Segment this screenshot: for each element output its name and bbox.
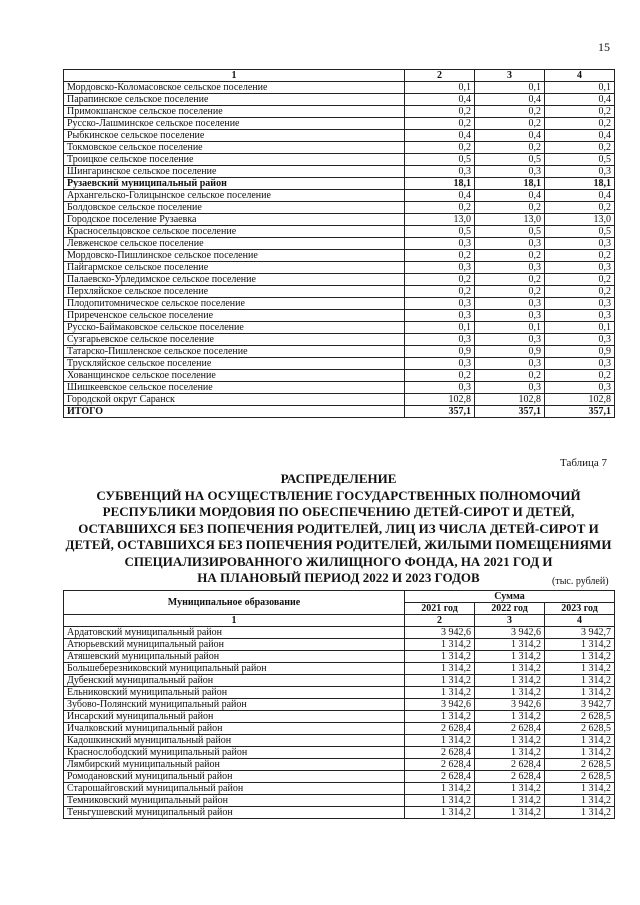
table-row xyxy=(64,322,615,334)
municipality-cell: Темниковский муниципальный район xyxy=(64,795,405,807)
table-row xyxy=(64,771,615,783)
municipality-cell: ИТОГО xyxy=(64,406,405,418)
municipality-cell: Татарско-Пишленское сельское поселение xyxy=(64,346,405,358)
municipality-cell: Троицкое сельское поселение xyxy=(64,154,405,166)
value-cell: 1 314,2 xyxy=(405,651,475,663)
title-line: РАСПРЕДЕЛЕНИЕ xyxy=(280,471,397,486)
value-cell: 0,3 xyxy=(475,262,545,274)
units-note: (тыс. рублей) xyxy=(552,576,609,587)
value-cell: 2 628,4 xyxy=(405,771,475,783)
municipality-cell: Городское поселение Рузаевка xyxy=(64,214,405,226)
table-row xyxy=(64,687,615,699)
table-row xyxy=(64,358,615,370)
value-cell: 13,0 xyxy=(475,214,545,226)
value-cell: 0,3 xyxy=(545,238,615,250)
value-cell: 1 314,2 xyxy=(405,807,475,819)
value-cell: 0,2 xyxy=(475,286,545,298)
municipality-cell: Ардатовский муниципальный район xyxy=(64,627,405,639)
value-cell: 1 314,2 xyxy=(405,711,475,723)
document-title xyxy=(63,471,614,587)
table-row xyxy=(64,747,615,759)
value-cell: 1 314,2 xyxy=(475,735,545,747)
table-row xyxy=(64,250,615,262)
value-cell: 0,3 xyxy=(475,382,545,394)
value-cell: 0,2 xyxy=(405,142,475,154)
value-cell: 1 314,2 xyxy=(475,687,545,699)
value-cell: 0,3 xyxy=(475,310,545,322)
value-cell: 0,3 xyxy=(475,298,545,310)
table-row xyxy=(64,178,615,190)
table-row xyxy=(64,238,615,250)
municipality-cell: Архангельско-Голицынское сельское поселение xyxy=(64,190,405,202)
table-row xyxy=(64,795,615,807)
municipality-cell: Болдовское сельское поселение xyxy=(64,202,405,214)
municipality-cell: Ромодановский муниципальный район xyxy=(64,771,405,783)
value-cell: 0,2 xyxy=(475,274,545,286)
municipality-cell: Токмовское сельское поселение xyxy=(64,142,405,154)
table-row xyxy=(64,286,615,298)
value-cell: 0,1 xyxy=(475,322,545,334)
value-cell: 0,4 xyxy=(405,190,475,202)
value-cell: 0,3 xyxy=(545,382,615,394)
municipality-header: Муниципальное образование xyxy=(64,591,405,615)
table-row xyxy=(64,202,615,214)
value-cell: 0,4 xyxy=(405,94,475,106)
value-cell: 357,1 xyxy=(545,406,615,418)
column-number-3: 3 xyxy=(475,615,545,627)
value-cell: 0,3 xyxy=(405,298,475,310)
table-row xyxy=(64,262,615,274)
value-cell: 1 314,2 xyxy=(545,651,615,663)
value-cell: 0,2 xyxy=(475,250,545,262)
value-cell: 0,3 xyxy=(405,238,475,250)
value-cell: 1 314,2 xyxy=(405,675,475,687)
table-row xyxy=(64,298,615,310)
column-number-4: 4 xyxy=(545,615,615,627)
column-number-1: 1 xyxy=(64,615,405,627)
value-cell: 0,1 xyxy=(405,322,475,334)
table-row xyxy=(64,346,615,358)
value-cell: 13,0 xyxy=(545,214,615,226)
value-cell: 0,2 xyxy=(405,370,475,382)
value-cell: 3 942,7 xyxy=(545,699,615,711)
value-cell: 0,3 xyxy=(545,166,615,178)
value-cell: 0,9 xyxy=(475,346,545,358)
value-cell: 0,2 xyxy=(405,106,475,118)
table-row xyxy=(64,334,615,346)
column-number-2: 2 xyxy=(405,70,475,82)
value-cell: 2 628,4 xyxy=(475,723,545,735)
table-row xyxy=(64,118,615,130)
table-row xyxy=(64,735,615,747)
municipality-cell: Рузаевский муниципальный район xyxy=(64,178,405,190)
value-cell: 0,3 xyxy=(475,166,545,178)
value-cell: 0,2 xyxy=(545,250,615,262)
municipality-cell: Дубенский муниципальный район xyxy=(64,675,405,687)
municipality-cell: Шишкеевское сельское поселение xyxy=(64,382,405,394)
municipality-cell: Парапинское сельское поселение xyxy=(64,94,405,106)
table-row xyxy=(64,370,615,382)
value-cell: 1 314,2 xyxy=(475,807,545,819)
value-cell: 0,3 xyxy=(405,334,475,346)
value-cell: 0,2 xyxy=(475,118,545,130)
municipality-cell: Сузгарьевское сельское поселение xyxy=(64,334,405,346)
value-cell: 1 314,2 xyxy=(545,663,615,675)
value-cell: 18,1 xyxy=(545,178,615,190)
municipality-cell: Городской округ Саранск xyxy=(64,394,405,406)
value-cell: 1 314,2 xyxy=(545,675,615,687)
title-line: ОСТАВШИХСЯ БЕЗ ПОПЕЧЕНИЯ РОДИТЕЛЕЙ, ЛИЦ ИЗ ЧИСЛА ДЕТЕЙ-СИРОТ И xyxy=(78,520,599,536)
value-cell: 0,2 xyxy=(475,106,545,118)
table-row xyxy=(64,406,615,418)
municipality-cell: Краснослободский муниципальный район xyxy=(64,747,405,759)
value-cell: 1 314,2 xyxy=(545,783,615,795)
value-cell: 2 628,5 xyxy=(545,771,615,783)
value-cell: 1 314,2 xyxy=(475,663,545,675)
value-cell: 1 314,2 xyxy=(545,795,615,807)
value-cell: 18,1 xyxy=(475,178,545,190)
value-cell: 2 628,4 xyxy=(405,747,475,759)
value-cell: 1 314,2 xyxy=(475,639,545,651)
value-cell: 0,9 xyxy=(405,346,475,358)
value-cell: 0,5 xyxy=(475,226,545,238)
table-row xyxy=(64,807,615,819)
municipality-cell: Русско-Баймаковское сельское поселение xyxy=(64,322,405,334)
table-row xyxy=(64,130,615,142)
table-header-row xyxy=(64,591,615,603)
title-line: СПЕЦИАЛИЗИРОВАННОГО ЖИЛИЩНОГО ФОНДА, НА 2021 ГОД И xyxy=(124,553,553,569)
value-cell: 0,5 xyxy=(405,154,475,166)
value-cell: 0,2 xyxy=(475,142,545,154)
value-cell: 0,5 xyxy=(405,226,475,238)
value-cell: 1 314,2 xyxy=(405,687,475,699)
value-cell: 0,3 xyxy=(545,262,615,274)
title-line: РЕСПУБЛИКИ МОРДОВИЯ ПО ОБЕСПЕЧЕНИЮ ДЕТЕЙ-СИРОТ И ДЕТЕЙ, xyxy=(102,504,575,519)
value-cell: 0,2 xyxy=(545,118,615,130)
value-cell: 1 314,2 xyxy=(545,747,615,759)
value-cell: 0,4 xyxy=(475,130,545,142)
municipality-cell: Левженское сельское поселение xyxy=(64,238,405,250)
table-row xyxy=(64,274,615,286)
municipality-cell: Приреченское сельское поселение xyxy=(64,310,405,322)
table-row xyxy=(64,651,615,663)
value-cell: 0,3 xyxy=(405,166,475,178)
table-row xyxy=(64,627,615,639)
value-cell: 2 628,4 xyxy=(405,759,475,771)
value-cell: 0,3 xyxy=(545,298,615,310)
table-row xyxy=(64,310,615,322)
column-number-4: 4 xyxy=(545,70,615,82)
table-row xyxy=(64,663,615,675)
value-cell: 0,9 xyxy=(545,346,615,358)
municipality-cell: Перхляйское сельское поселение xyxy=(64,286,405,298)
municipality-cell: Старошайговский муниципальный район xyxy=(64,783,405,795)
value-cell: 1 314,2 xyxy=(545,639,615,651)
municipality-cell: Зубово-Полянский муниципальный район xyxy=(64,699,405,711)
table-row xyxy=(64,106,615,118)
table-row xyxy=(64,394,615,406)
value-cell: 0,3 xyxy=(475,334,545,346)
year-header: 2021 год xyxy=(405,603,475,615)
value-cell: 0,2 xyxy=(475,202,545,214)
column-number-2: 2 xyxy=(405,615,475,627)
municipality-cell: Ичалковский муниципальный район xyxy=(64,723,405,735)
municipality-cell: Трускляйское сельское поселение xyxy=(64,358,405,370)
value-cell: 1 314,2 xyxy=(475,747,545,759)
table-row xyxy=(64,94,615,106)
value-cell: 0,2 xyxy=(405,286,475,298)
value-cell: 0,2 xyxy=(475,370,545,382)
value-cell: 3 942,7 xyxy=(545,627,615,639)
table-row xyxy=(64,783,615,795)
municipality-cell: Инсарский муниципальный район xyxy=(64,711,405,723)
value-cell: 0,5 xyxy=(545,226,615,238)
value-cell: 0,2 xyxy=(405,274,475,286)
value-cell: 0,2 xyxy=(405,202,475,214)
value-cell: 0,1 xyxy=(545,82,615,94)
municipality-cell: Плодопитомническое сельское поселение xyxy=(64,298,405,310)
municipality-cell: Атяшевский муниципальный район xyxy=(64,651,405,663)
municipality-cell: Шингаринское сельское поселение xyxy=(64,166,405,178)
municipality-cell: Атюрьевский муниципальный район xyxy=(64,639,405,651)
municipality-cell: Примокшанское сельское поселение xyxy=(64,106,405,118)
table-row xyxy=(64,639,615,651)
year-header: 2023 год xyxy=(545,603,615,615)
value-cell: 0,4 xyxy=(545,190,615,202)
table-row xyxy=(64,82,615,94)
municipality-cell: Мордовско-Пишлинское сельское поселение xyxy=(64,250,405,262)
value-cell: 1 314,2 xyxy=(545,735,615,747)
title-line: НА ПЛАНОВЫЙ ПЕРИОД 2022 И 2023 ГОДОВ xyxy=(197,570,480,585)
value-cell: 0,5 xyxy=(545,154,615,166)
value-cell: 2 628,5 xyxy=(545,711,615,723)
value-cell: 102,8 xyxy=(405,394,475,406)
value-cell: 0,4 xyxy=(475,190,545,202)
value-cell: 0,4 xyxy=(545,94,615,106)
value-cell: 0,4 xyxy=(545,130,615,142)
value-cell: 0,3 xyxy=(405,310,475,322)
value-cell: 357,1 xyxy=(475,406,545,418)
table-row xyxy=(64,154,615,166)
value-cell: 1 314,2 xyxy=(475,795,545,807)
value-cell: 0,3 xyxy=(475,358,545,370)
value-cell: 3 942,6 xyxy=(475,699,545,711)
value-cell: 2 628,5 xyxy=(545,723,615,735)
value-cell: 0,3 xyxy=(545,334,615,346)
value-cell: 2 628,5 xyxy=(545,759,615,771)
municipality-cell: Пайгармское сельское поселение xyxy=(64,262,405,274)
table-row xyxy=(64,166,615,178)
value-cell: 2 628,4 xyxy=(405,723,475,735)
table-label: Таблица 7 xyxy=(560,457,608,469)
table-header-row xyxy=(64,70,615,82)
municipality-cell: Ельниковский муниципальный район xyxy=(64,687,405,699)
value-cell: 2 628,4 xyxy=(475,771,545,783)
table-row xyxy=(64,226,615,238)
table-row xyxy=(64,190,615,202)
table-row xyxy=(64,711,615,723)
municipality-cell: Красносельцовское сельское поселение xyxy=(64,226,405,238)
municipality-cell: Рыбкинское сельское поселение xyxy=(64,130,405,142)
value-cell: 0,3 xyxy=(405,382,475,394)
value-cell: 102,8 xyxy=(545,394,615,406)
value-cell: 3 942,6 xyxy=(405,627,475,639)
value-cell: 0,1 xyxy=(545,322,615,334)
value-cell: 1 314,2 xyxy=(405,795,475,807)
value-cell: 1 314,2 xyxy=(475,783,545,795)
value-cell: 0,2 xyxy=(545,274,615,286)
value-cell: 0,3 xyxy=(405,358,475,370)
value-cell: 0,2 xyxy=(545,142,615,154)
table-row xyxy=(64,675,615,687)
value-cell: 0,2 xyxy=(405,250,475,262)
municipality-cell: Палаевско-Урледимское сельское поселение xyxy=(64,274,405,286)
value-cell: 18,1 xyxy=(405,178,475,190)
value-cell: 13,0 xyxy=(405,214,475,226)
value-cell: 102,8 xyxy=(475,394,545,406)
value-cell: 0,3 xyxy=(545,358,615,370)
value-cell: 0,3 xyxy=(405,262,475,274)
table-row xyxy=(64,214,615,226)
value-cell: 0,4 xyxy=(475,94,545,106)
table-continuation xyxy=(63,69,615,418)
value-cell: 1 314,2 xyxy=(475,675,545,687)
value-cell: 1 314,2 xyxy=(475,711,545,723)
value-cell: 1 314,2 xyxy=(475,651,545,663)
value-cell: 1 314,2 xyxy=(545,687,615,699)
municipality-cell: Лямбирский муниципальный район xyxy=(64,759,405,771)
municipality-cell: Теньгушевский муниципальный район xyxy=(64,807,405,819)
municipality-cell: Кадошкинский муниципальный район xyxy=(64,735,405,747)
value-cell: 1 314,2 xyxy=(545,807,615,819)
value-cell: 0,1 xyxy=(475,82,545,94)
value-cell: 0,5 xyxy=(475,154,545,166)
subsidy-table xyxy=(63,590,615,819)
year-header: 2022 год xyxy=(475,603,545,615)
table-row xyxy=(64,723,615,735)
value-cell: 0,2 xyxy=(545,202,615,214)
municipality-cell: Большеберезниковский муниципальный район xyxy=(64,663,405,675)
value-cell: 1 314,2 xyxy=(405,783,475,795)
value-cell: 0,3 xyxy=(545,310,615,322)
value-cell: 0,2 xyxy=(545,370,615,382)
value-cell: 1 314,2 xyxy=(405,663,475,675)
table-row xyxy=(64,759,615,771)
title-line: СУБВЕНЦИЙ НА ОСУЩЕСТВЛЕНИЕ ГОСУДАРСТВЕННЫХ ПОЛНОМОЧИЙ xyxy=(96,487,581,503)
table-row xyxy=(64,142,615,154)
sum-header: Сумма xyxy=(405,591,615,603)
value-cell: 3 942,6 xyxy=(405,699,475,711)
value-cell: 357,1 xyxy=(405,406,475,418)
title-line: ДЕТЕЙ, ОСТАВШИХСЯ БЕЗ ПОПЕЧЕНИЯ РОДИТЕЛЕЙ, ЖИЛЫМИ ПОМЕЩЕНИЯМИ xyxy=(65,537,612,552)
value-cell: 0,2 xyxy=(405,118,475,130)
table-header-row xyxy=(64,615,615,627)
value-cell: 1 314,2 xyxy=(405,639,475,651)
municipality-cell: Мордовско-Коломасовское сельское поселение xyxy=(64,82,405,94)
municipality-cell: Русско-Лашминское сельское поселение xyxy=(64,118,405,130)
column-number-3: 3 xyxy=(475,70,545,82)
table-row xyxy=(64,699,615,711)
column-number-1: 1 xyxy=(64,70,405,82)
value-cell: 0,2 xyxy=(545,286,615,298)
table-row xyxy=(64,382,615,394)
municipality-cell: Хованщинское сельское поселение xyxy=(64,370,405,382)
value-cell: 0,2 xyxy=(545,106,615,118)
value-cell: 2 628,4 xyxy=(475,759,545,771)
page-number: 15 xyxy=(598,40,610,54)
value-cell: 0,3 xyxy=(475,238,545,250)
value-cell: 0,4 xyxy=(405,130,475,142)
value-cell: 1 314,2 xyxy=(405,735,475,747)
value-cell: 3 942,6 xyxy=(475,627,545,639)
value-cell: 0,1 xyxy=(405,82,475,94)
